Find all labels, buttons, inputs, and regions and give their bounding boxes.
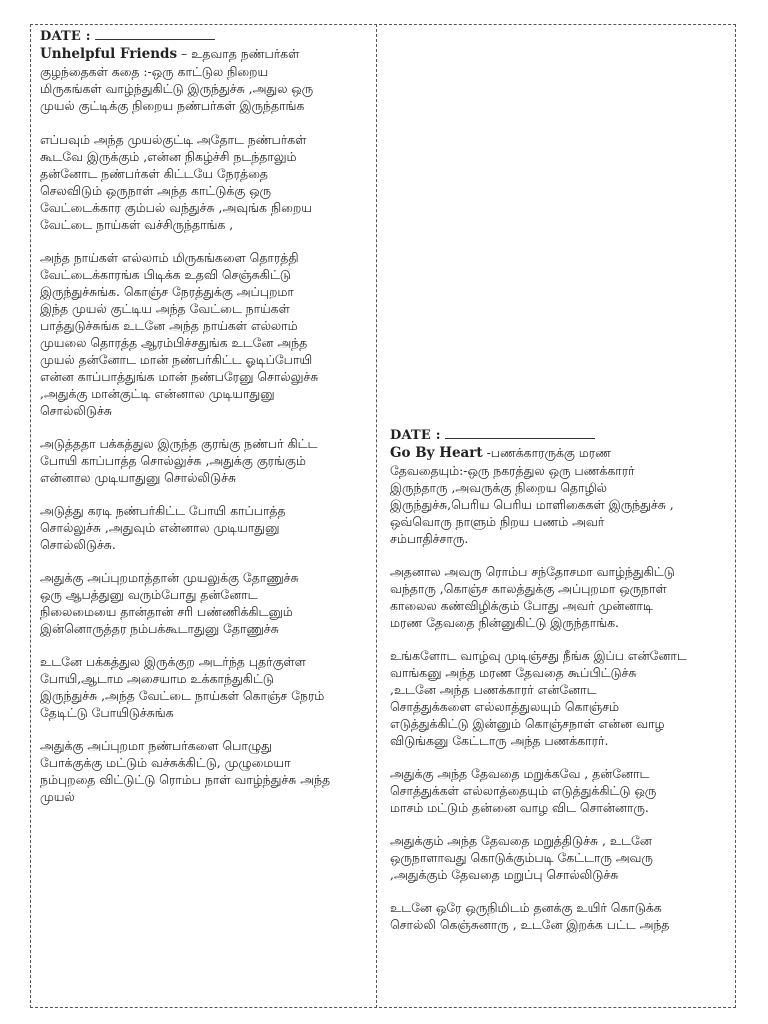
paragraph: அந்த நாய்கள் எல்லாம் மிருகங்களை தொரத்தி வேட்டைக்காரங்க பிடிக்க உதவி செஞ்சுகிட்டு இருந்துச்சுங்க. கொஞ்ச நேரத்துக்கு அப்புறமா இந்த முயல் குட்டிய அந்த வேட்டை நாய்கள் பாத்துடுச்சுங்க உடனே அந்த நாய்கள் எல்லாம் முயலை தொரத்த ஆரம்பிச்சதுங்க உடனே அந்த முயல் தன்னோட மான் நண்பர்கிட்ட ஓடிப்போயி என்ன காப்பாத்துங்க மான் நண்பரேனு சொல்லுச்சு ,அதுக்கு மான்குட்டி என்னால முடியாதுனு சொல்லிடுச்சு xyxy=(40,250,319,418)
right-story xyxy=(390,426,740,949)
paragraph: அதுக்கு அப்புறமாத்தான் முயலுக்கு தோணுச்சு ஒரு ஆபத்துனு வரும்போது தன்னோட நிலைமையை தான்தான் சரி பண்ணிக்கிடனும் இன்னொருத்தர நம்பக்கூடாதுனு தோணுச்சு xyxy=(40,570,299,636)
paragraph: அடுத்ததா பக்கத்துல இருந்த குரங்கு நண்பர் கிட்ட போயி காப்பாத்த சொல்லுச்சு ,அதுக்கு குரங்கும் என்னால முடியாதுனு சொல்லிடுச்சு xyxy=(40,436,318,485)
paragraph: அதனால அவரு ரொம்ப சந்தோசமா வாழ்ந்துகிட்டு வந்தாரு ,கொஞ்ச காலத்துக்கு அப்புறமா ஒருநாள் காலைல கண்விழிக்கும் போது அவர் முன்னாடி மரண தேவதை நின்னுகிட்டு இருந்தாங்க. xyxy=(390,564,675,630)
paragraph: எப்பவும் அந்த முயல்குட்டி அதோட நண்பர்கள் கூடவே இருக்கும் ,என்ன நிகழ்ச்சி நடந்தாலும் தன்னோட நண்பர்கள் கிட்டயே நேரத்தை செலவிடும் ஒருநாள் அந்த காட்டுக்கு ஒரு வேட்டைக்கார கும்பல் வந்துச்சு ,அவுங்க நிறைய வேட்டை நாய்கள் வச்சிருந்தாங்க , xyxy=(40,132,312,232)
story-title: Unhelpful Friends xyxy=(40,46,178,62)
date-blank xyxy=(445,426,595,439)
paragraph: உங்களோட வாழ்வு முடிஞ்சது நீங்க இப்ப என்னோட வாங்கனு அந்த மரண தேவதை கூப்பிட்டுச்சு ,உடனே அந்த பணக்காரர் என்னோட சொத்துக்களை எல்லாத்துலயும் கொஞ்சம் எடுத்துக்கிட்டு இன்னும் கொஞ்சநாள் என்ன வாழ விடுங்கனு கேட்டாரு அந்த பணக்காரர். xyxy=(390,648,687,748)
date-label: DATE : xyxy=(390,428,441,443)
date-blank xyxy=(95,27,215,40)
column-divider xyxy=(376,24,377,1008)
paragraph: அதுக்கு அந்த தேவதை மறுக்கவே , தன்னோட சொத்துக்கள் எல்லாத்தையும் எடுத்துக்கிட்டு ஒரு மாசம் மட்டும் தன்னை வாழ விட சொன்னாரு. xyxy=(390,766,657,815)
left-date-line xyxy=(40,27,370,45)
right-story-heading xyxy=(390,444,740,462)
paragraph: அதுக்கும் அந்த தேவதை மறுத்திடுச்சு , உடனே ஒருநாளாவது கொடுக்கும்படி கேட்டாரு அவரு ,அதுக்கும் தேவதை மறுப்பு சொல்லிடுச்சு xyxy=(390,833,653,882)
paragraph: உடனே ஒரே ஒருநிமிடம் தனக்கு உயிர் கொடுக்க சொல்லி கெஞ்சுனாரு , உடனே இறக்க பட்ட அந்த xyxy=(390,900,670,932)
paragraph: குழந்தைகள் கதை :-ஒரு காட்டுல நிறைய மிருகங்கள் வாழ்ந்துகிட்டு இருந்துச்சு ,அதுல ஒரு முயல் குட்டிக்கு நிறைய நண்பர்கள் இருந்தாங்க xyxy=(40,64,314,113)
paragraph: உடனே பக்கத்துல இருக்குற அடர்ந்த புதர்குள்ள போயி,ஆடாம அசையாம உக்காந்துகிட்டு இருந்துச்சு ,அந்த வேட்டை நாய்கள் கொஞ்ச நேரம் தேடிட்டு போயிடுச்சுங்க xyxy=(40,654,325,720)
paragraph: தேவதையும்:-ஒரு நகரத்துல ஒரு பணக்காரர் இருந்தாரு ,அவருக்கு நிறைய தொழில் இருந்துச்சு,பெரிய பெரிய மாளிகைகள் இருந்துச்சு , ஒவ்வொரு நாளும் நிறய பணம் அவர் சம்பாதிச்சாரு. xyxy=(390,463,674,546)
date-label: DATE : xyxy=(40,29,91,44)
story-title: Go By Heart xyxy=(390,445,483,461)
left-story xyxy=(40,27,370,821)
story-title-suffix: – உதவாத நண்பர்கள் xyxy=(177,46,300,61)
right-date-line xyxy=(390,426,740,444)
left-story-heading xyxy=(40,45,370,63)
paragraph: அதுக்கு அப்புறமா நண்பர்களை பொழுது போக்குக்கு மட்டும் வச்சுக்கிட்டு, முழுமையா நம்புறதை விட்டுட்டு ரொம்ப நாள் வாழ்ந்துச்சு அந்த முயல் xyxy=(40,738,331,804)
story-title-suffix: -பணக்காரருக்கு மரண xyxy=(482,445,611,460)
paragraph: அடுத்து கரடி நண்பர்கிட்ட போயி காப்பாத்த சொல்லுச்சு ,அதுவும் என்னால முடியாதுனு சொல்லிடுச்சு. xyxy=(40,503,286,552)
